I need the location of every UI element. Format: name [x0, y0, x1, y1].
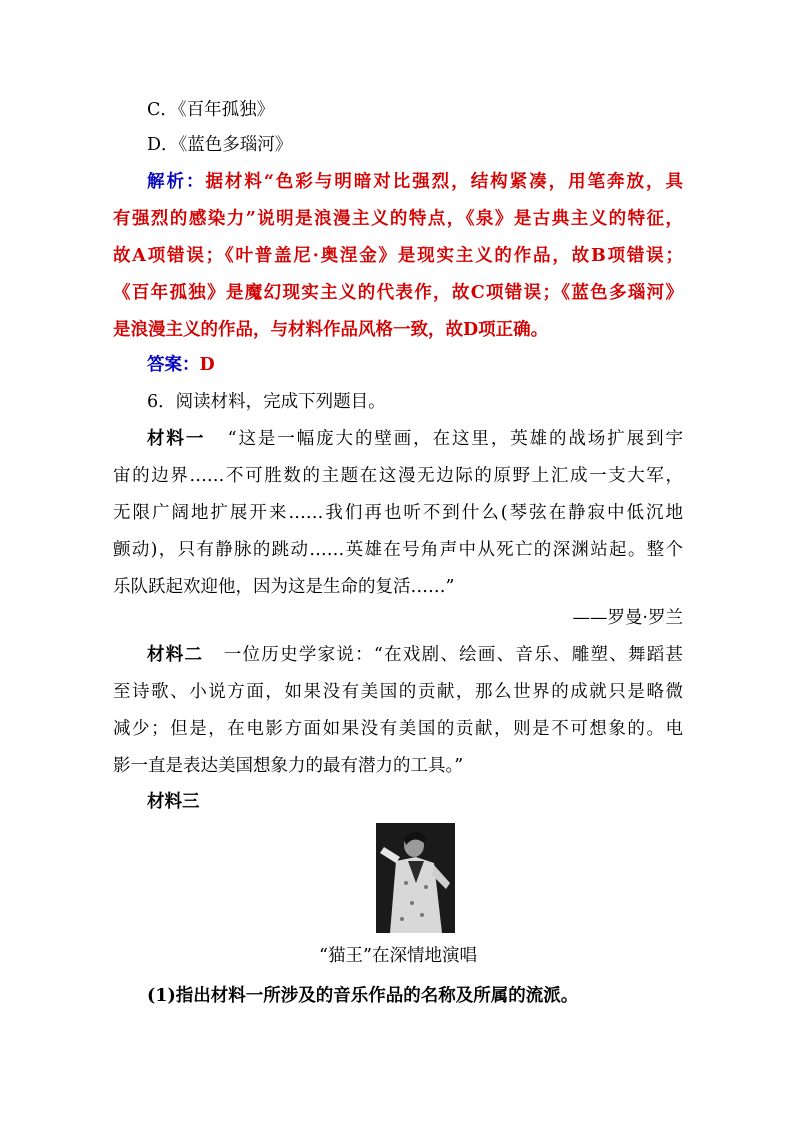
- analysis-line-5: 是浪漫主义的作品，与材料作品风格一致，故D项正确。: [113, 320, 549, 340]
- photo-caption: “猫王”在深情地演唱: [319, 946, 477, 966]
- analysis-line-3: 故A项错误；《叶普盖尼·奥涅金》是现实主义的作品，故B项错误；: [113, 246, 683, 266]
- question-6-stem: 6．阅读材料，完成下列题目。: [147, 392, 386, 412]
- answer-line: [147, 354, 683, 376]
- option-d: D．《蓝色多瑙河》: [147, 135, 293, 155]
- material2-line-1: [147, 644, 683, 666]
- material1-line-3: 无限广阔地扩展开来……我们再也听不到什么(琴弦在静寂中低沉地: [113, 503, 683, 523]
- material2-text-1: 一位历史学家说：“在戏剧、绘画、音乐、雕塑、舞蹈甚: [223, 645, 684, 665]
- option-c: C．《百年孤独》: [147, 100, 275, 120]
- material2-label: 材料二: [147, 645, 204, 665]
- material1-line-1: [147, 428, 683, 450]
- material1-text-1: “这是一幅庞大的壁画，在这里，英雄的战场扩展到宇: [227, 429, 683, 449]
- analysis-line-2: 有强烈的感染力”说明是浪漫主义的特点，《泉》是古典主义的特征，: [113, 209, 683, 229]
- subquestion-1: (1)指出材料一所涉及的音乐作品的名称及所属的流派。: [147, 986, 579, 1006]
- analysis-label: 解析：: [147, 172, 206, 192]
- material2-line-2: 至诗歌、小说方面，如果没有美国的贡献，那么世界的成就只是略微: [113, 682, 683, 702]
- elvis-photo: [376, 823, 455, 933]
- material1-line-4: 颤动)，只有静脉的跳动……英雄在号角声中从死亡的深渊站起。整个: [113, 540, 683, 560]
- material1-label: 材料一: [147, 429, 206, 449]
- material2-line-4: 影一直是表达美国想象力的最有潜力的工具。”: [113, 756, 464, 776]
- answer-label: 答案：: [147, 355, 200, 375]
- analysis-line-4: 《百年孤独》是魔幻现实主义的代表作，故C项错误；《蓝色多瑙河》: [113, 283, 683, 303]
- material1-source: ——罗曼·罗兰: [572, 608, 683, 628]
- material1-line-5: 乐队跃起欢迎他，因为这是生命的复活……”: [113, 577, 455, 597]
- material1-line-2: 宙的边界……不可胜数的主题在这漫无边际的原野上汇成一支大军，: [113, 466, 683, 486]
- singer-illustration: [376, 823, 455, 933]
- material3-label: 材料三: [147, 792, 200, 812]
- analysis-line-1: [147, 171, 683, 193]
- analysis-text-1: 据材料“色彩与明暗对比强烈，结构紧凑，用笔奔放，具: [205, 172, 683, 192]
- material2-line-3: 减少；但是，在电影方面如果没有美国的贡献，则是不可想象的。电: [113, 719, 683, 739]
- answer-value: D: [199, 355, 215, 375]
